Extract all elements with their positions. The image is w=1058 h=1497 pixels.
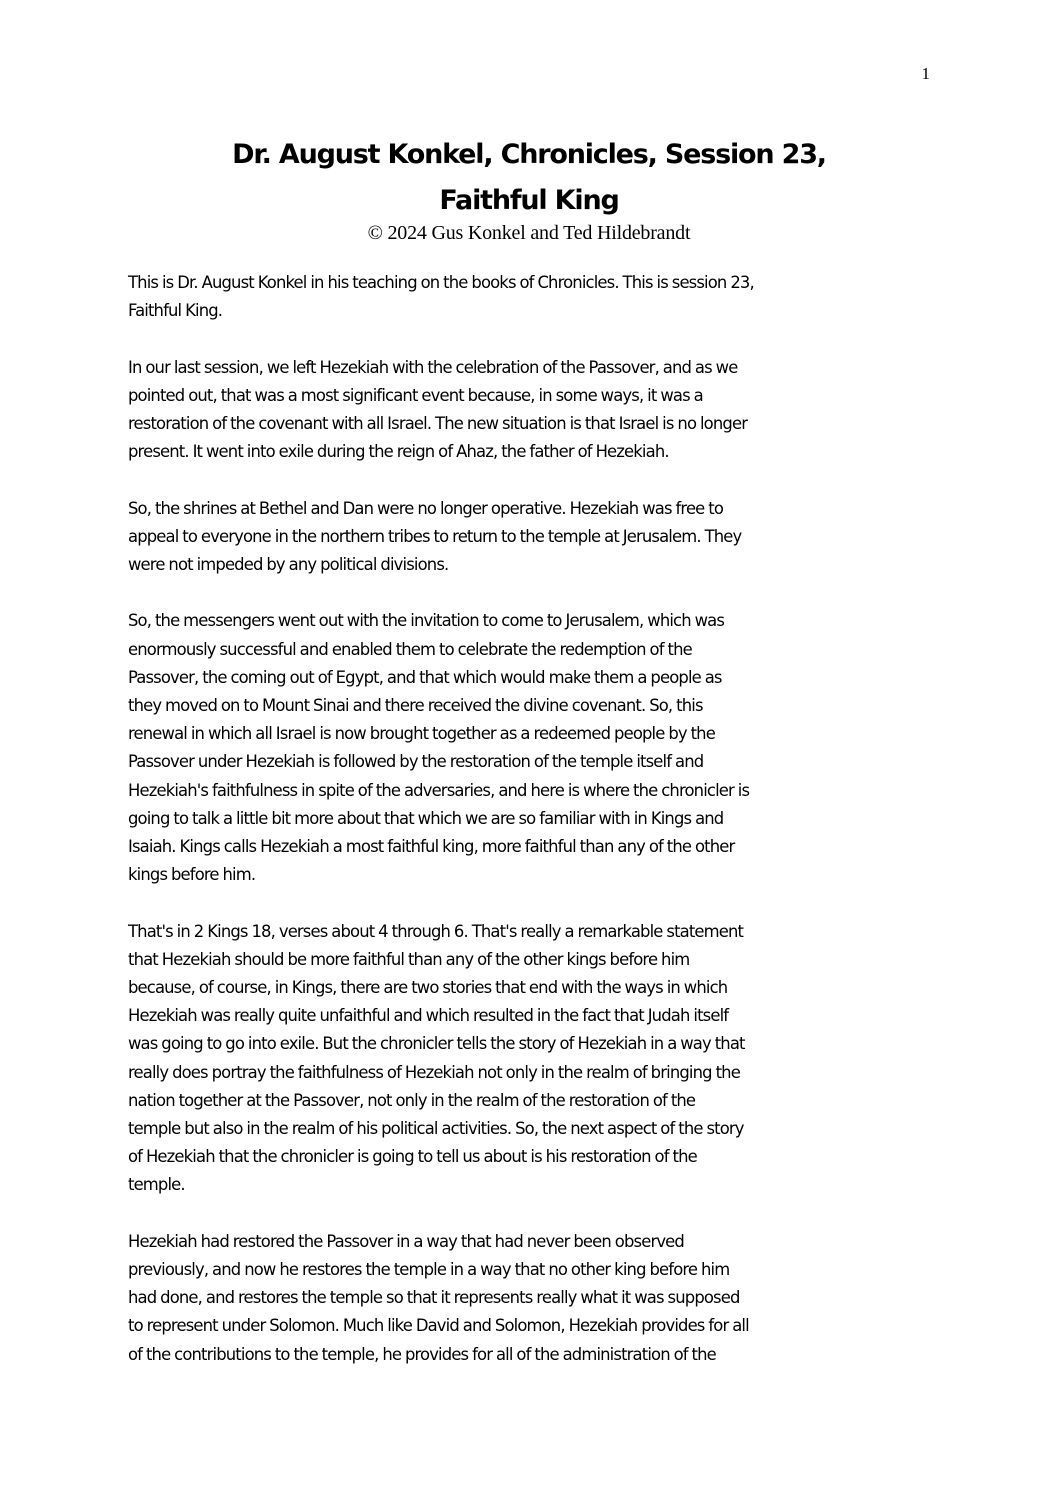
text-line: Faithful King.	[128, 301, 223, 321]
text-line: Hezekiah had restored the Passover in a way that had never been observed	[128, 1231, 684, 1251]
text-line: pointed out, that was a most significant event because, in some ways, it was a	[128, 385, 703, 405]
paragraph-2-kings-18	[128, 918, 948, 1200]
text-line: appeal to everyone in the northern tribes to return to the temple at Jerusalem. They	[128, 526, 742, 546]
text-line: nation together at the Passover, not only in the realm of the restoration of the	[128, 1090, 696, 1110]
text-line: So, the messengers went out with the invitation to come to Jerusalem, which was	[128, 611, 725, 631]
paragraph-messengers	[128, 607, 948, 889]
document-body	[128, 269, 948, 1397]
text-line: of the contributions to the temple, he provides for all of the administration of the	[128, 1344, 716, 1364]
text-line: going to talk a little bit more about that which we are so familiar with in Kings and	[128, 808, 724, 828]
text-line: previously, and now he restores the temple in a way that no other king before him	[128, 1260, 730, 1280]
page-number: 1	[921, 64, 930, 83]
text-line: Passover under Hezekiah is followed by the restoration of the temple itself and	[128, 752, 704, 772]
text-line: was going to go into exile. But the chronicler tells the story of Hezekiah in a way that	[128, 1034, 745, 1054]
text-line: renewal in which all Israel is now brought together as a redeemed people by the	[128, 724, 715, 744]
paragraph-introduction	[128, 269, 948, 325]
text-line: So, the shrines at Bethel and Dan were no longer operative. Hezekiah was free to	[128, 498, 724, 518]
text-line: Hezekiah's faithfulness in spite of the adversaries, and here is where the chronicler is	[128, 780, 750, 800]
copyright-notice: © 2024 Gus Konkel and Ted Hildebrandt	[367, 222, 691, 244]
text-line: had done, and restores the temple so that it represents really what it was supposed	[128, 1288, 740, 1308]
text-line: temple but also in the realm of his political activities. So, the next aspect of the story	[128, 1119, 744, 1139]
text-line: really does portray the faithfulness of Hezekiah not only in the realm of bringing the	[128, 1062, 740, 1082]
document-title-line-1: Dr. August Konkel, Chronicles, Session 23,	[232, 139, 826, 170]
text-line: Passover, the coming out of Egypt, and that which would make them a people as	[128, 667, 722, 687]
text-line: kings before him.	[128, 865, 256, 885]
paragraph-temple-restoration	[128, 1228, 948, 1369]
text-line: temple.	[128, 1175, 185, 1195]
paragraph-passover-recap	[128, 354, 948, 467]
text-line: Isaiah. Kings calls Hezekiah a most faithful king, more faithful than any of the other	[128, 837, 735, 857]
text-line: This is Dr. August Konkel in his teaching on the books of Chronicles. This is session 23,	[128, 273, 754, 292]
text-line: restoration of the covenant with all Israel. The new situation is that Israel is no longer	[128, 414, 748, 433]
text-line: Hezekiah was really quite unfaithful and which resulted in the fact that Judah itself	[128, 1006, 729, 1026]
text-line: to represent under Solomon. Much like David and Solomon, Hezekiah provides for all	[128, 1316, 749, 1336]
text-line: were not impeded by any political divisions.	[128, 555, 449, 574]
text-line: In our last session, we left Hezekiah with the celebration of the Passover, and as we	[128, 357, 738, 377]
document-title-line-2: Faithful King	[439, 185, 619, 216]
text-line: That's in 2 Kings 18, verses about 4 through 6. That's really a remarkable statement	[128, 921, 744, 941]
text-line: of Hezekiah that the chronicler is going to tell us about is his restoration of the	[128, 1147, 697, 1167]
paragraph-shrines	[128, 495, 948, 580]
document-header	[0, 132, 1058, 246]
text-line: present. It went into exile during the reign of Ahaz, the father of Hezekiah.	[128, 442, 669, 462]
text-line: they moved on to Mount Sinai and there received the divine covenant. So, this	[128, 696, 703, 715]
text-line: that Hezekiah should be more faithful than any of the other kings before him	[128, 949, 690, 969]
text-line: because, of course, in Kings, there are two stories that end with the ways in which	[128, 978, 728, 998]
text-line: enormously successful and enabled them to celebrate the redemption of the	[128, 639, 692, 659]
